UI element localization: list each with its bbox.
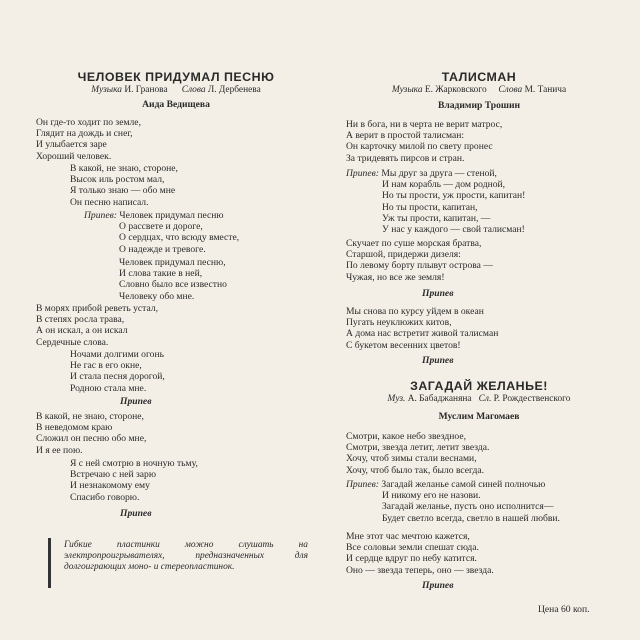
stanza xyxy=(36,303,158,348)
note-divider xyxy=(48,538,51,588)
lyric-line: Он где-то ходит по земле, xyxy=(36,117,141,128)
stanza xyxy=(119,257,227,302)
lyric-line: И сердце вдруг по небу катится. xyxy=(346,553,477,565)
stanza xyxy=(346,306,498,351)
lyric-line: Ни в бога, ни в черта не верит матрос, xyxy=(346,119,503,130)
lyric-line: Высок иль ростом мал, xyxy=(70,174,165,186)
lyric-line: И нам корабль — дом родной, xyxy=(382,179,506,191)
lyric-line: Мы снова по курсу уйдем в океан xyxy=(346,306,484,317)
lyric-line: И слова такие в ней, xyxy=(119,268,203,280)
stanza xyxy=(36,411,146,456)
lyric-line: За тридевять пирсов и стран. xyxy=(346,152,465,164)
chorus-label: Припев: xyxy=(84,210,117,221)
lyric-line: О надежде и тревоге. xyxy=(119,243,206,255)
lyric-line: В какой, не знаю, стороне, xyxy=(36,411,144,422)
lyric-line: Мне этот час мечтою кажется, xyxy=(346,531,470,542)
price-label: Цена 60 коп. xyxy=(538,604,590,615)
chorus-marker: Припев xyxy=(422,355,454,366)
lyric-line: Уж ты прости, капитан, — xyxy=(382,212,491,224)
lyric-line: Спасибо говорю. xyxy=(70,491,140,503)
lyric-line: Хороший человек. xyxy=(36,150,112,162)
lyric-line: Оно — звезда теперь, оно — звезда. xyxy=(346,564,494,576)
chorus-label: Припев: xyxy=(346,479,379,490)
stanza xyxy=(70,163,178,208)
lyric-line: Человеку обо мне. xyxy=(119,290,195,302)
lyric-line: И стала песня дорогой, xyxy=(70,371,165,383)
stanza xyxy=(70,458,198,503)
song-title: ТАЛИСМАН xyxy=(441,70,517,84)
lyric-line: Он песню написал. xyxy=(70,196,149,208)
chorus-marker: Припев xyxy=(422,288,454,299)
chorus xyxy=(346,168,525,235)
lyric-line: Он карточку милой по свету пронес xyxy=(346,141,493,153)
lyric-line: Родною стала мне. xyxy=(70,382,147,394)
chorus xyxy=(84,210,239,255)
lyric-line: У нас у каждого — свой талисман! xyxy=(382,224,525,236)
lyric-line: В какой, не знаю, стороне, xyxy=(70,163,178,174)
playback-note: Гибкие пластинки можно слушать на электропроигрывателях, предназначенных для долгоиграющих моно- и стереопластинок. xyxy=(64,540,308,573)
lyric-line: А он искал, а он искал xyxy=(36,325,128,337)
lyric-line: О рассвете и дороге, xyxy=(119,221,203,233)
stanza xyxy=(346,431,489,476)
chorus xyxy=(346,479,560,524)
lyric-line: Чужая, но все же земля! xyxy=(346,271,445,283)
lyric-line: Хочу, чтоб зимы стали веснами, xyxy=(346,453,477,465)
lyric-line: И незнакомому ему xyxy=(70,480,150,492)
lyric-line: Я только знаю — обо мне xyxy=(70,185,176,197)
lyric-line: Встречаю с ней зарю xyxy=(70,469,157,481)
lyric-line: Но ты прости, уж прости, капитан! xyxy=(382,190,526,202)
stanza xyxy=(36,117,141,162)
chorus-label: Припев: xyxy=(346,168,379,179)
lyric-line: И никому его не назови. xyxy=(382,490,481,502)
lyric-line: В морях прибой реветь устал, xyxy=(36,303,158,314)
lyric-line: Старшой, придержи дизеля: xyxy=(346,249,461,261)
lyric-line: И улыбается заре xyxy=(36,139,107,151)
song-credits: Муз. А. Бабаджаняна Сл. Р. Рождественского xyxy=(387,394,571,404)
lyric-line: В неведомом краю xyxy=(36,422,113,434)
lyric-line: Не гас в его окне, xyxy=(70,360,142,372)
chorus-marker: Припев xyxy=(120,508,152,519)
lyric-line: А верит в простой талисман: xyxy=(346,130,465,142)
lyric-line: Человек придумал песню xyxy=(119,210,224,221)
chorus-marker: Припев xyxy=(422,580,454,591)
chorus-marker: Припев xyxy=(120,396,152,407)
lyric-line: Пугать неуклюжих китов, xyxy=(346,317,452,329)
performer-name: Владимир Трошин xyxy=(437,100,521,111)
song-credits: Музыка Е. Жарковского Слова М. Танича xyxy=(391,85,567,95)
lyric-line: Человек придумал песню, xyxy=(119,257,226,268)
lyric-line: По левому борту плывут острова — xyxy=(346,260,493,272)
song-credits: Музыка И. Гранова Слова Л. Дербенева xyxy=(91,85,261,95)
lyric-line: А дома нас встретит живой талисман xyxy=(346,328,499,340)
stanza xyxy=(70,349,165,394)
lyric-line: С букетом весенних цветов! xyxy=(346,339,461,351)
song-title: ЗАГАДАЙ ЖЕЛАНЬЕ! xyxy=(410,379,548,393)
performer-name: Аида Ведищева xyxy=(142,99,210,110)
lyric-line: Хочу, чтоб было так, было всегда. xyxy=(346,464,485,476)
lyric-line: Сложил он песню обо мне, xyxy=(36,433,147,445)
lyric-line: Загадай желанье, пусть оно исполнится— xyxy=(382,501,554,513)
lyric-line: И я ее пою. xyxy=(36,444,83,456)
stanza xyxy=(346,531,494,576)
lyric-line: Все соловьи земли спешат сюда. xyxy=(346,542,479,554)
lyric-line: Глядит на дождь и снег, xyxy=(36,128,133,140)
lyric-line: Загадай желанье самой синей полночью xyxy=(381,479,546,490)
lyric-line: Будет светло всегда, светло в нашей любви. xyxy=(382,512,560,524)
lyric-line: О сердцах, что всюду вместе, xyxy=(119,232,240,244)
lyric-line: Смотри, какое небо звездное, xyxy=(346,431,467,442)
lyric-line: Сердечные слова. xyxy=(36,336,109,348)
performer-name: Муслим Магомаев xyxy=(438,411,520,422)
lyric-line: Скучает по суше морская братва, xyxy=(346,238,482,249)
stanza xyxy=(346,119,502,164)
song-title: ЧЕЛОВЕК ПРИДУМАЛ ПЕСНЮ xyxy=(77,70,275,84)
lyric-line: Мы друг за друга — стеной, xyxy=(381,168,497,179)
lyric-line: Словно было все известно xyxy=(119,279,227,291)
lyric-line: Я с ней смотрю в ночную тьму, xyxy=(70,458,198,469)
lyric-line: Смотри, звезда летит, летит звезда. xyxy=(346,442,490,454)
lyric-line: Но ты прости, капитан, xyxy=(382,201,478,213)
stanza xyxy=(346,238,493,283)
lyric-line: В степях росла трава, xyxy=(36,314,125,326)
lyric-line: Ночами долгими огонь xyxy=(70,349,164,360)
